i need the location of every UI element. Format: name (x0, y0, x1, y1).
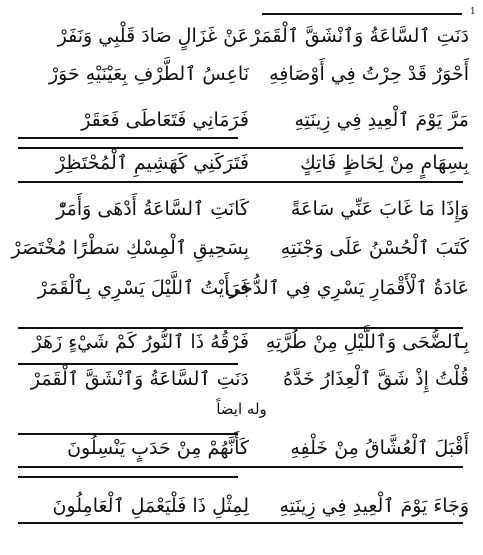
hemistich-right: دَنَتِ ٱلسَّاعَةُ وَٱنْشَقَّ ٱلْقَمَرْ (250, 25, 469, 47)
verse (0, 100, 483, 140)
hemistich-left: فَرَمَانِي فَتَعَاطَى فَعَقَرْ (81, 109, 249, 131)
hemistich-right: كَتَبَ ٱلْحُسْنُ عَلَى وَجْنَتِهِ (280, 237, 469, 259)
hemistich-right: أَحْوَرٌ قَدْ حِرْتُ فِي أَوْصَافِهِ (269, 63, 469, 85)
verse (0, 322, 483, 362)
hemistich-right: بِٱلضُّحَى وَٱللَّيْلِ مِنْ طُرَّتِهِ (265, 331, 469, 353)
hemistich-left: نَاعِسُ ٱلطَّرْفِ بِعَيْنَيْهِ حَوَرْ (48, 63, 249, 85)
hemistich-right: وَجَاءَ يَوْمَ ٱلْعِيدِ فِي زِينَتِهِ (279, 495, 469, 517)
verse (0, 189, 483, 229)
hemistich-left: بِسَحِيقِ ٱلْمِسْكِ سَطْرًا مُخْتَصَرْ (11, 237, 249, 259)
hemistich-left: كَانَتِ ٱلسَّاعَةُ أَدْهَى وَأَمَرّْ (56, 198, 249, 220)
section-heading: وله ايضاً (216, 400, 267, 418)
verse (0, 54, 483, 94)
hemistich-left: فَتَرَكَنِي كَهَشِيمِ ٱلْمُحْتَظِرْ (55, 152, 249, 174)
verse (0, 486, 483, 526)
hemistich-right: قُلْتُ إِذْ شَقَّ ٱلْعِذَارُ خَدَّهُ (283, 368, 469, 390)
hemistich-left: عَنْ غَزَالٍ صَادَ قَلْبِي وَنَفَرْ (57, 25, 249, 47)
verse-11-rule (18, 476, 238, 478)
verse (0, 359, 483, 399)
hemistich-left: كَأَنَّهُمْ مِنْ حَدَبٍ يَنْسِلُونَ (67, 437, 249, 459)
hemistich-right: عَادَةُ ٱلْأَقْمَارِ يَسْرِي فِي ٱلدُّجَى (225, 277, 469, 299)
line-number: 1 (470, 7, 476, 17)
hemistich-left: دَنَتِ ٱلسَّاعَةُ وَٱنْشَقَّ ٱلْقَمَرْ (30, 368, 249, 390)
hemistich-right: مَرَّ يَوْمَ ٱلْعِيدِ فِي زِينَتِهِ (294, 109, 469, 131)
hemistich-right: وَإِذَا مَا غَابَ عَنِّي سَاعَةً (290, 198, 469, 220)
verse (0, 228, 483, 268)
verse (0, 428, 483, 468)
hemistich-left: فَرَأَيْتُ ٱللَّيْلَ يَسْرِي بِٱلْقَمَرْ (37, 277, 249, 299)
verse (0, 268, 483, 308)
hemistich-left: لِمِثْلِ ذَا فَلْيَعْمَلِ ٱلْعَامِلُونَ (52, 495, 249, 517)
hemistich-left: فَرْقُهُ ذَا ٱلنُّورُ كَمْ شَيْءٍ زَهَرْ (32, 331, 249, 353)
top-rule (262, 13, 462, 15)
verse (0, 143, 483, 183)
verse (0, 16, 483, 56)
hemistich-right: أَقْبَلَ ٱلْعُشَّاقُ مِنْ خَلْفِهِ (290, 437, 469, 459)
hemistich-right: بِسِهَامٍ مِنْ لِحَاظٍ فَاتِكٍ (300, 152, 469, 174)
